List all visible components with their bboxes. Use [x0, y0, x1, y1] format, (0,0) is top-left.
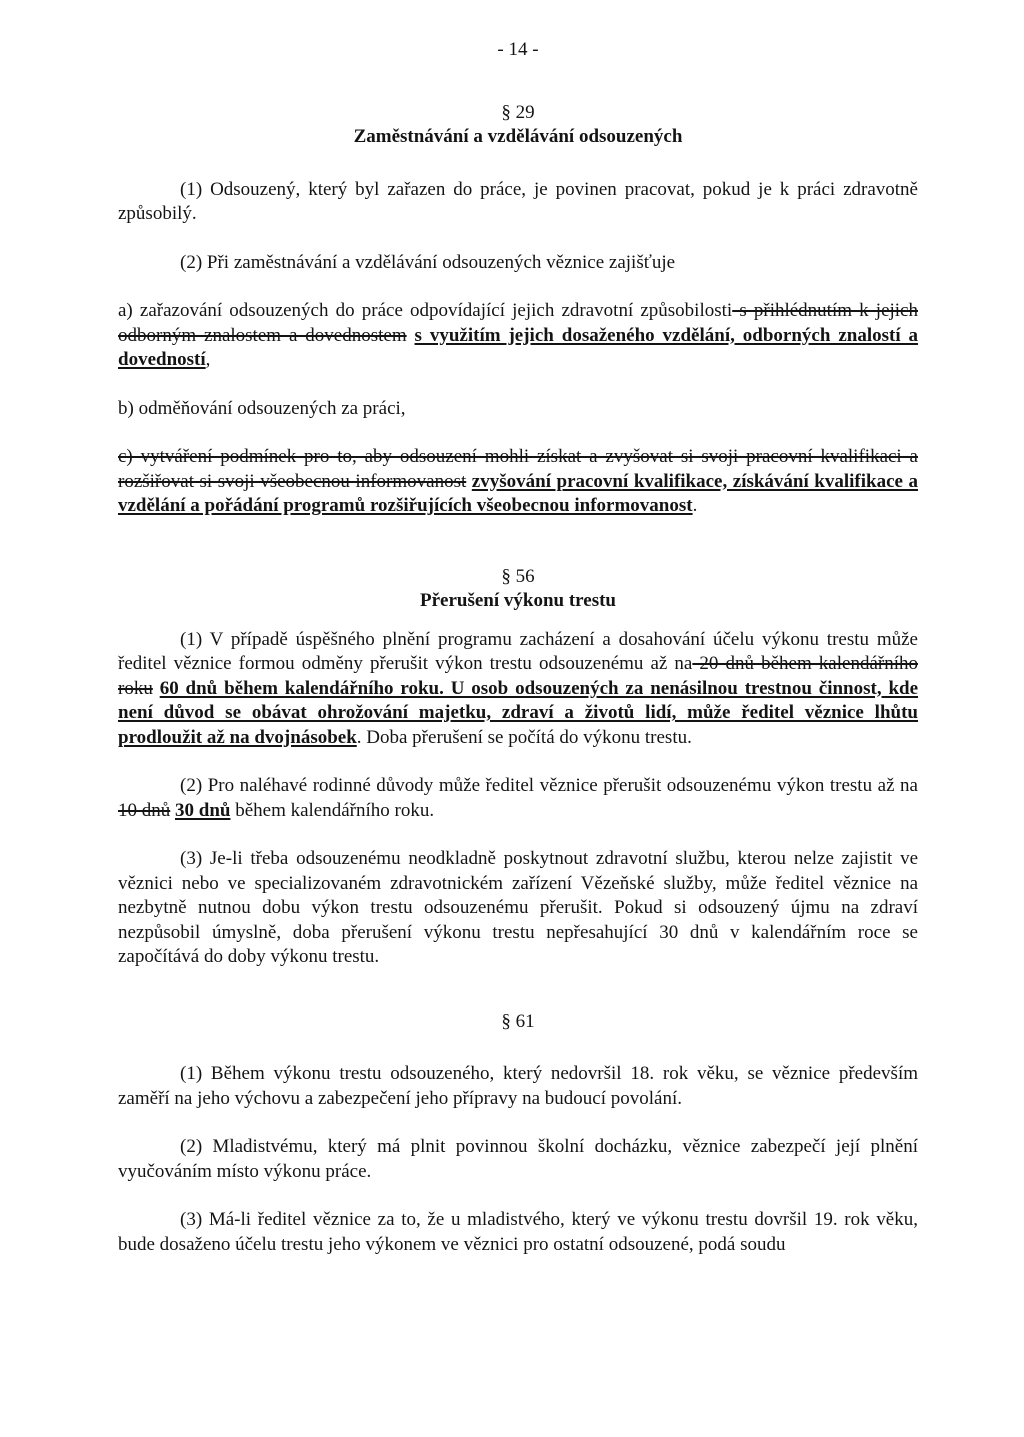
- paragraph-1-text: (1) V případě úspěšného plnění programu zacházení a dosahování účelu výkonu trestu může ředitel věznice formou odměny přerušit výkon trestu odsouzenému až na: [118, 628, 918, 674]
- inserted-text: s využitím jejich dosaženého vzdělání, odborných znalostí a dovedností: [118, 324, 919, 370]
- deleted-text: c) vytváření podmínek pro to, aby odsouzení mohli získat a zvyšovat si svoji pracovní kvalifikaci a rozšiřovat si svoji všeobecnou informovanost: [118, 446, 918, 492]
- paragraph-1: (1) Během výkonu trestu odsouzeného, který nedovršil 18. rok věku, se věznice především zaměří na jeho výchovu a zabezpečení jeho přípravy na budoucí povolání.: [118, 1063, 918, 1109]
- item-c: [118, 445, 918, 519]
- paragraph-2-end: během kalendářního roku.: [230, 799, 435, 821]
- section-29: [118, 101, 918, 519]
- page-number: - 14 -: [497, 39, 539, 60]
- item-a-end: ,: [205, 349, 211, 370]
- item-a: [118, 299, 918, 373]
- paragraph-3: (3) Je-li třeba odsouzenému neodkladně poskytnout zdravotní službu, kterou nelze zajistit ve věznici nebo ve specializovaném zdravotnickém zařízení Vězeňské služby, může ředitel věznice na nezbytně nutnou dobu výkon trestu odsouzenému přerušit. Pokud si odsouzený újmu na zdraví nezpůsobil úmyslně, doba přerušení výkonu trestu nepřesahující 30 dnů v kalendářním roce se započítává do doby výkonu trestu.: [118, 848, 918, 967]
- paragraph-1-end: . Doba přerušení se počítá do výkonu trestu.: [356, 726, 692, 748]
- paragraph-2: (2) Mladistvému, který má plnit povinnou školní docházku, věznice zabezpečí její plnění vyučováním místo výkonu práce.: [118, 1136, 918, 1182]
- paragraph-2: (2) Při zaměstnávání a vzdělávání odsouzených věznice zajišťuje: [180, 251, 676, 273]
- paragraph-3: (3) Má-li ředitel věznice za to, že u mladistvého, který ve výkonu trestu dovršil 19. rok věku, bude dosaženo účelu trestu jeho výkonem ve věznici pro ostatní odsouzené, podá soudu: [118, 1209, 918, 1255]
- paragraph-2: [118, 774, 918, 823]
- section-61: [118, 1010, 918, 1258]
- deleted-text: s přihlédnutím k jejich odborným znalostem a dovednostem: [118, 300, 918, 346]
- deleted-text: 20 dnů během kalendářního roku: [118, 653, 918, 699]
- section-spacer: [118, 519, 918, 565]
- paragraph-1: (1) Odsouzený, který byl zařazen do práce, je povinen pracovat, pokud je k práci zdravotně způsobilý.: [118, 178, 918, 224]
- section-symbol: § 29: [501, 101, 535, 123]
- item-a-text: a) zařazování odsouzených do práce odpovídající jejich zdravotní způsobilosti: [118, 300, 733, 321]
- inserted-text: 30 dnů: [175, 799, 231, 821]
- inserted-text: 60 dnů během kalendářního roku. U osob odsouzených za nenásilnou trestnou činnost, kde není důvod se obávat ohrožování majetku, zdraví a životů lidí, může ředitel věznice lhůtu prodloužit až na dvojnásobek: [118, 677, 919, 748]
- section-symbol: § 61: [501, 1010, 535, 1032]
- section-title: Zaměstnávání a vzdělávání odsouzených: [353, 126, 683, 147]
- section-spacer: [118, 970, 918, 1010]
- document-page: [118, 38, 918, 1257]
- section-56: [118, 565, 918, 970]
- deleted-text: 10 dnů: [118, 799, 171, 821]
- paragraph-2-text: (2) Pro naléhavé rodinné důvody může ředitel věznice přerušit odsouzenému výkon trestu až na: [180, 775, 918, 796]
- item-b: b) odměňování odsouzených za práci,: [118, 397, 406, 419]
- paragraph-1: [118, 628, 918, 751]
- inserted-text: zvyšování pracovní kvalifikace, získávání kvalifikace a vzdělání a pořádání programů rozšiřujících všeobecnou informovanost: [118, 470, 919, 516]
- section-title: Přerušení výkonu trestu: [420, 590, 616, 611]
- section-symbol: § 56: [501, 565, 535, 587]
- item-c-end: .: [692, 495, 698, 516]
